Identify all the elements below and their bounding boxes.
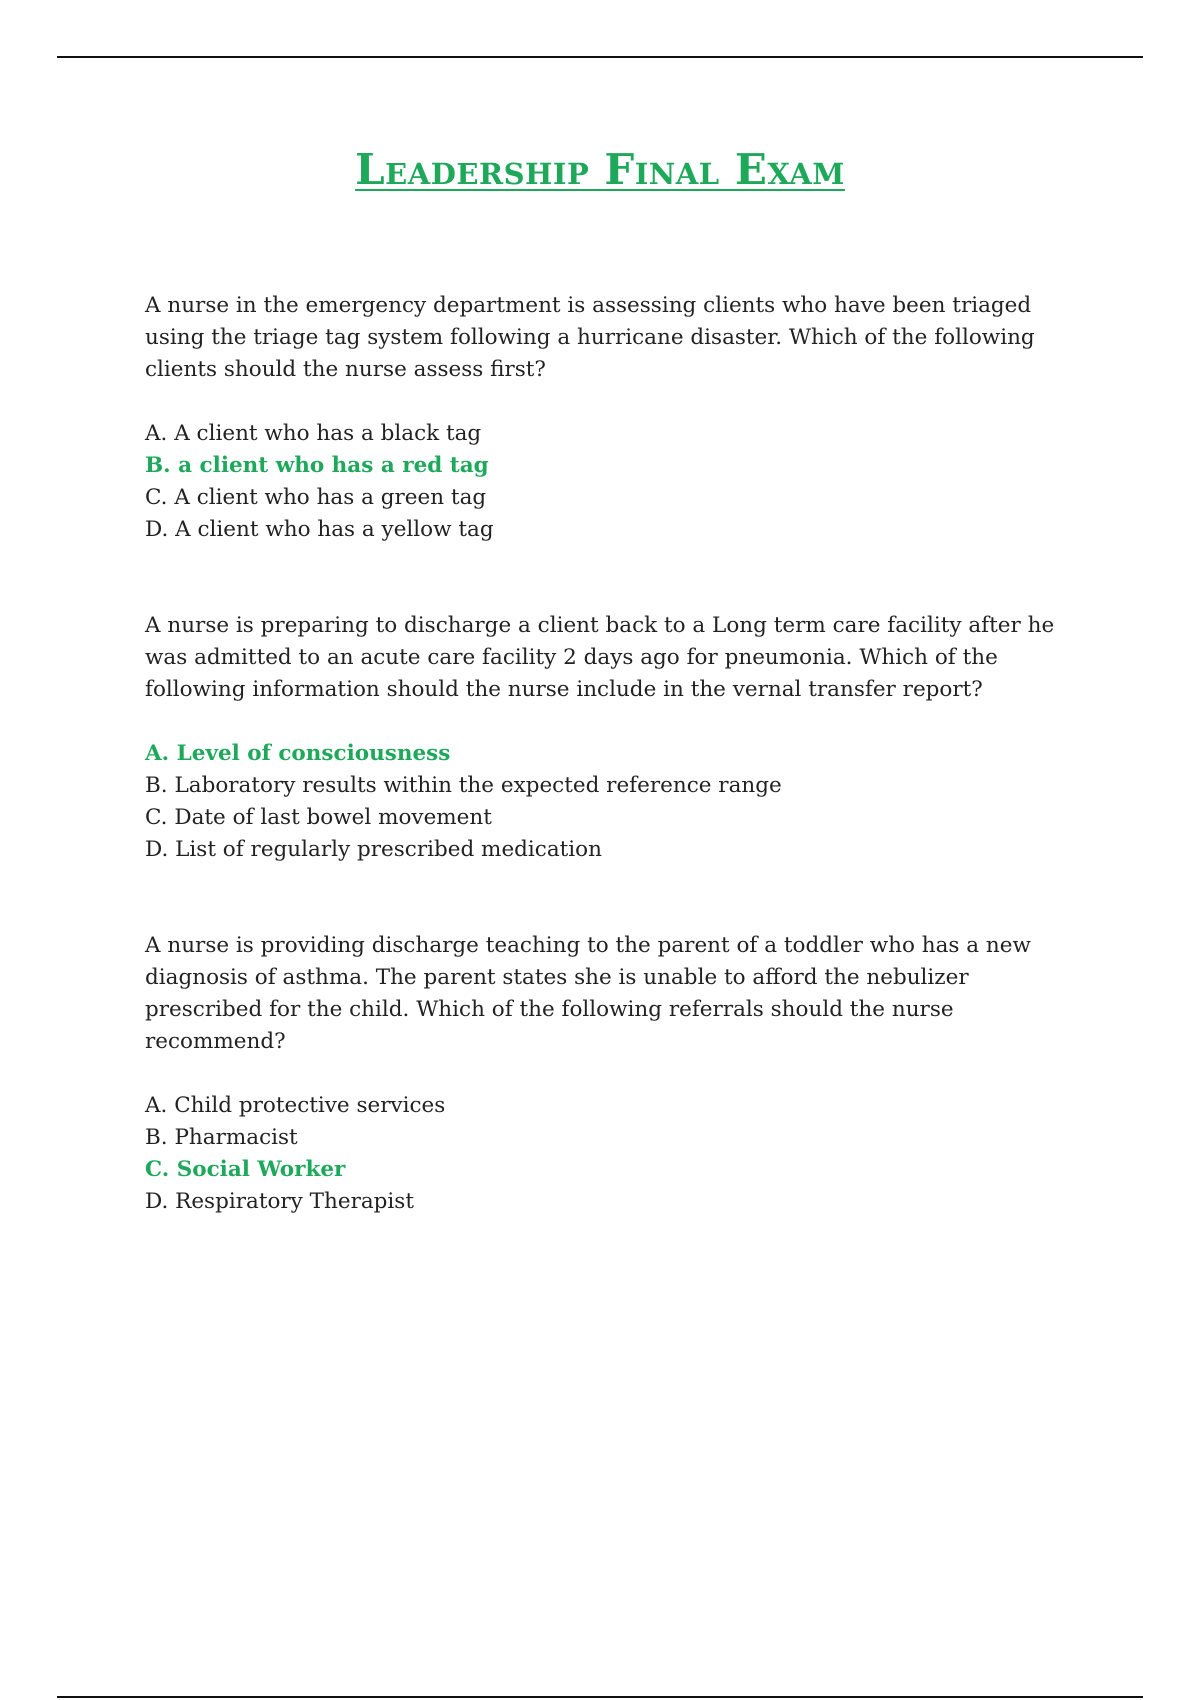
option-b-correct: B. a client who has a red tag bbox=[145, 453, 489, 478]
bottom-rule bbox=[57, 1696, 1143, 1698]
option-c: C. A client who has a green tag bbox=[145, 485, 487, 510]
option-d: D. List of regularly prescribed medication bbox=[145, 837, 602, 862]
page-title bbox=[0, 145, 1200, 194]
option-d: D. Respiratory Therapist bbox=[145, 1189, 414, 1214]
option-a-correct: A. Level of consciousness bbox=[145, 741, 451, 766]
option-a: A. A client who has a black tag bbox=[145, 421, 482, 446]
question-2 bbox=[145, 610, 1075, 866]
option-a: A. Child protective services bbox=[145, 1093, 446, 1118]
answer-options bbox=[145, 738, 1075, 866]
page-title-text: Leadership Final Exam bbox=[355, 145, 845, 194]
option-d: D. A client who has a yellow tag bbox=[145, 517, 494, 542]
option-b: B. Laboratory results within the expected reference range bbox=[145, 773, 782, 798]
answer-options bbox=[145, 1090, 1075, 1218]
question-1 bbox=[145, 290, 1075, 546]
question-3 bbox=[145, 930, 1075, 1218]
answer-options bbox=[145, 418, 1075, 546]
top-rule bbox=[57, 56, 1143, 58]
question-text: A nurse in the emergency department is assessing clients who have been triaged using the triage tag system following a hurricane disaster. Which of the following clients should the nurse assess first? bbox=[145, 293, 1035, 382]
question-text: A nurse is providing discharge teaching to the parent of a toddler who has a new diagnosis of asthma. The parent states she is unable to afford the nebulizer prescribed for the child. Which of the following referrals should the nurse recommend? bbox=[145, 933, 1031, 1054]
exam-content bbox=[145, 290, 1075, 1218]
option-c-correct: C. Social Worker bbox=[145, 1157, 346, 1182]
question-text: A nurse is preparing to discharge a client back to a Long term care facility after he was admitted to an acute care facility 2 days ago for pneumonia. Which of the following information should the nurse include in the vernal transfer report? bbox=[145, 613, 1055, 702]
option-c: C. Date of last bowel movement bbox=[145, 805, 492, 830]
option-b: B. Pharmacist bbox=[145, 1125, 298, 1150]
